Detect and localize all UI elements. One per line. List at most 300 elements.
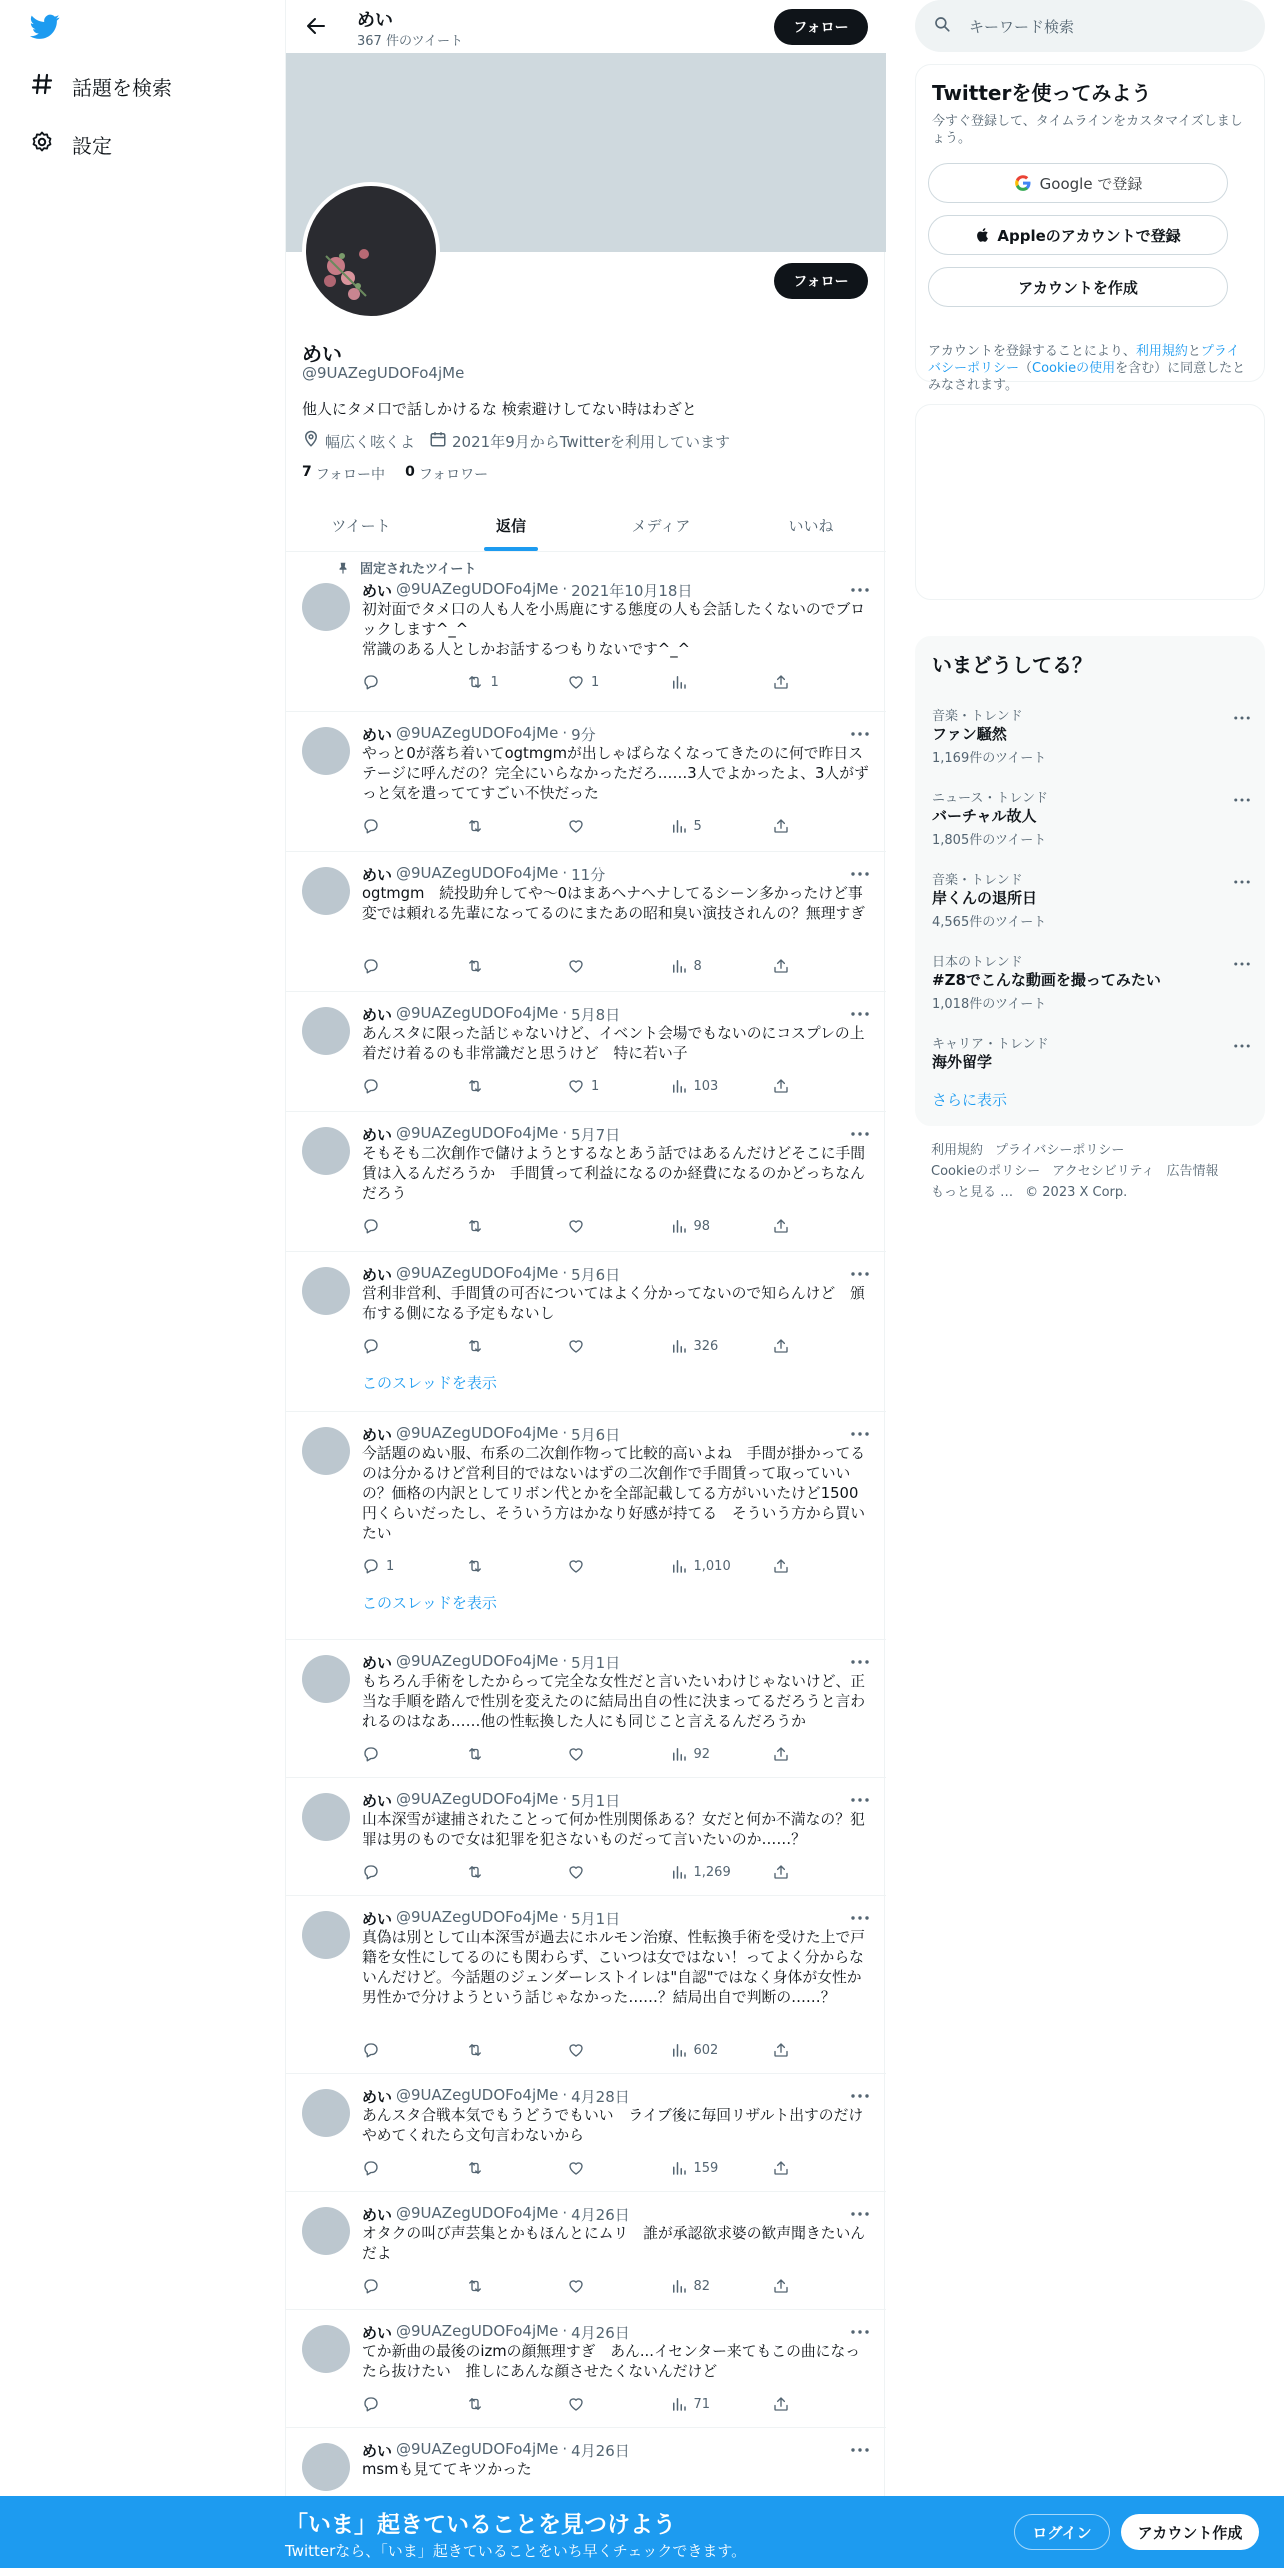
- share-button[interactable]: [772, 1076, 792, 1096]
- share-button[interactable]: [772, 816, 792, 836]
- footer-link[interactable]: もっと見る …: [931, 1185, 1014, 1200]
- tweet-header: [362, 1908, 620, 1929]
- like-count: 1: [591, 1078, 600, 1094]
- reply-icon: [362, 1557, 380, 1575]
- views-count: 326: [693, 1338, 719, 1354]
- more-options-icon[interactable]: [1234, 787, 1250, 806]
- gear-icon: [30, 130, 54, 158]
- tweet[interactable]: [286, 1252, 886, 1412]
- heart-icon: [567, 2041, 585, 2059]
- topbar-follow-button[interactable]: フォロー: [774, 9, 868, 45]
- tweet-actions: [362, 1076, 792, 1096]
- tweet-header: [362, 2322, 630, 2343]
- tweet-header: [362, 580, 692, 601]
- tweet-avatar[interactable]: [302, 727, 350, 775]
- share-icon: [772, 817, 790, 835]
- trend-title: バーチャル故人: [932, 807, 1037, 825]
- retweet-icon: [465, 1217, 485, 1235]
- tweet-author-name[interactable]: めい: [362, 2324, 393, 2342]
- like-button[interactable]: [567, 816, 653, 836]
- tweet-dot: ·: [562, 1790, 568, 1808]
- more-options-icon[interactable]: [1234, 869, 1250, 888]
- signup-terms: [928, 343, 1246, 394]
- reply-icon: [362, 957, 380, 975]
- followers-link[interactable]: [405, 464, 488, 484]
- tweet-actions: [362, 2276, 792, 2296]
- more-options-icon[interactable]: [850, 1790, 870, 1810]
- more-options-icon[interactable]: [1234, 705, 1250, 724]
- tab-media-label: メディア: [631, 517, 691, 535]
- retweet-button[interactable]: [465, 672, 551, 692]
- views-button[interactable]: [670, 672, 756, 692]
- tweet[interactable]: [286, 1112, 886, 1252]
- tweet-dot: ·: [562, 1908, 568, 1926]
- tweet-handle[interactable]: @9UAZegUDOFo4jMe: [396, 2322, 559, 2340]
- share-button[interactable]: [772, 1744, 792, 1764]
- retweet-count: 1: [490, 674, 499, 690]
- show-thread-link[interactable]: このスレッドを表示: [362, 1374, 497, 1392]
- share-icon: [772, 2041, 790, 2059]
- tweet-time[interactable]: 4月26日: [571, 2442, 630, 2460]
- retweet-icon: [465, 2395, 485, 2413]
- tweet-handle[interactable]: @9UAZegUDOFo4jMe: [396, 1652, 559, 1670]
- views-count: 92: [693, 1746, 711, 1762]
- tweet-handle[interactable]: @9UAZegUDOFo4jMe: [396, 2440, 559, 2458]
- tweet-author-name[interactable]: めい: [362, 1792, 393, 1810]
- tweet-text: オタクの叫び声芸集とかもほんとにムリ 誰が承認欲求婆の歓声聞きたいんだよ: [362, 2225, 866, 2262]
- tweet-author-name[interactable]: めい: [362, 726, 393, 744]
- tab-likes-label: いいね: [788, 517, 834, 535]
- tweet[interactable]: [286, 2192, 886, 2310]
- reply-button[interactable]: [362, 1556, 448, 1576]
- trend-count: 1,169件のツイート: [932, 751, 1047, 766]
- share-icon: [772, 2395, 790, 2413]
- search-input[interactable]: キーワード検索: [969, 17, 1075, 36]
- share-button[interactable]: [772, 2394, 792, 2414]
- tweet[interactable]: [286, 552, 886, 712]
- nav-explore[interactable]: [30, 66, 172, 106]
- search-bar[interactable]: [915, 0, 1265, 52]
- reply-button[interactable]: [362, 2276, 448, 2296]
- like-button[interactable]: [567, 2276, 653, 2296]
- footer-link[interactable]: プライバシーポリシー: [995, 1143, 1125, 1158]
- topbar-name: めい: [357, 10, 393, 31]
- tweet-text: もちろん手術をしたからって完全な女性だと言いたいわけじゃないけど、正当な手順を踏んで性別を変えたのに結局出自の性に決まってるだろうと言われるのはなあ……他の性転換した人にも同じこと言えるんだろうか: [362, 1673, 866, 1730]
- tweet[interactable]: [286, 1896, 886, 2074]
- more-options-icon[interactable]: [850, 2086, 870, 2106]
- tweet-avatar[interactable]: [302, 1655, 350, 1703]
- reply-button[interactable]: [362, 2158, 448, 2178]
- heart-icon: [567, 1077, 585, 1095]
- pinned-tweet-label: [336, 558, 476, 577]
- retweet-button[interactable]: [465, 956, 551, 976]
- profile-name: めい: [302, 342, 342, 366]
- followers-count: 0: [405, 464, 415, 480]
- trend-item[interactable]: [916, 693, 1266, 775]
- reply-icon: [362, 2277, 380, 2295]
- like-button[interactable]: [567, 956, 653, 976]
- share-button[interactable]: [772, 1336, 792, 1356]
- tweet-time[interactable]: 5月8日: [571, 1006, 621, 1024]
- more-options-icon[interactable]: [1234, 1033, 1250, 1052]
- tweet-time[interactable]: 5月1日: [571, 1654, 621, 1672]
- views-button[interactable]: [670, 2276, 756, 2296]
- terms-suffix: を含む）に同意したとみなされます。: [928, 361, 1246, 393]
- like-button[interactable]: [567, 1336, 653, 1356]
- retweet-icon: [465, 1557, 485, 1575]
- tweet-actions: [362, 1744, 792, 1764]
- like-button[interactable]: [567, 672, 653, 692]
- tweet-handle[interactable]: @9UAZegUDOFo4jMe: [396, 1004, 559, 1022]
- tweet-avatar[interactable]: [302, 2089, 350, 2137]
- tweet-author-name[interactable]: めい: [362, 1266, 393, 1284]
- trend-count: 4,565件のツイート: [932, 915, 1047, 930]
- nav-settings-label: 設定: [72, 133, 112, 158]
- tweet-time[interactable]: 5月1日: [571, 1792, 621, 1810]
- tweet-handle[interactable]: @9UAZegUDOFo4jMe: [396, 864, 559, 882]
- tweet-handle[interactable]: @9UAZegUDOFo4jMe: [396, 580, 559, 598]
- more-options-icon[interactable]: [850, 864, 870, 884]
- reply-button[interactable]: [362, 816, 448, 836]
- twitter-bird-icon[interactable]: [30, 14, 60, 42]
- trend-item[interactable]: [916, 775, 1266, 857]
- reply-button[interactable]: [362, 2394, 448, 2414]
- trends-card: [915, 636, 1265, 1126]
- reply-icon: [362, 2041, 380, 2059]
- views-button[interactable]: [670, 1744, 756, 1764]
- profile-follow-button[interactable]: フォロー: [774, 263, 868, 299]
- share-icon: [772, 957, 790, 975]
- share-button[interactable]: [772, 956, 792, 976]
- reply-icon: [362, 1745, 380, 1763]
- views-button[interactable]: [670, 1336, 756, 1356]
- retweet-button[interactable]: [465, 2276, 551, 2296]
- more-options-icon[interactable]: [850, 1652, 870, 1672]
- apple-signup-button[interactable]: [928, 215, 1228, 255]
- more-options-icon[interactable]: [850, 1908, 870, 1928]
- tweet-time[interactable]: 11分: [571, 866, 606, 884]
- cookie-link[interactable]: Cookieの使用: [1032, 361, 1116, 376]
- views-chart-icon: [670, 2395, 688, 2413]
- tweet-time[interactable]: 9分: [571, 726, 596, 744]
- reply-icon: [362, 1863, 380, 1881]
- tweet-handle[interactable]: @9UAZegUDOFo4jMe: [396, 1424, 559, 1442]
- terms-and: と: [1187, 344, 1201, 359]
- following-count: 7: [302, 464, 312, 480]
- retweet-button[interactable]: [465, 1556, 551, 1576]
- tweet-author-name[interactable]: めい: [362, 2442, 393, 2460]
- retweet-icon: [465, 2041, 485, 2059]
- tweet-text: msmも見ててキツかった: [362, 2461, 532, 2478]
- tweet[interactable]: [286, 992, 886, 1112]
- tweet-author-name[interactable]: めい: [362, 1910, 393, 1928]
- share-button[interactable]: [772, 1862, 792, 1882]
- tweet-avatar[interactable]: [302, 583, 350, 631]
- share-button[interactable]: [772, 1556, 792, 1576]
- views-button[interactable]: [670, 1556, 756, 1576]
- reply-button[interactable]: [362, 1336, 448, 1356]
- tweet-dot: ·: [562, 2322, 568, 2340]
- retweet-icon: [465, 1745, 485, 1763]
- show-thread-link[interactable]: このスレッドを表示: [362, 1594, 497, 1612]
- views-button[interactable]: [670, 956, 756, 976]
- more-options-icon[interactable]: [850, 1124, 870, 1144]
- retweet-button[interactable]: [465, 1744, 551, 1764]
- retweet-button[interactable]: [465, 2394, 551, 2414]
- tweet-author-name[interactable]: めい: [362, 2088, 393, 2106]
- tab-tweets-label: ツイート: [331, 517, 391, 535]
- terms-link[interactable]: 利用規約: [1135, 344, 1188, 359]
- views-chart-icon: [670, 2041, 688, 2059]
- share-icon: [772, 1557, 790, 1575]
- views-chart-icon: [670, 2277, 688, 2295]
- reply-button[interactable]: [362, 672, 448, 692]
- tweet-text: そもそも二次創作で儲けようとするなとあう話ではあるんだけどそこに手間賃は入るんだろうか 手間賃って利益になるのか経費になるのかどっちなんだろう: [362, 1145, 866, 1202]
- tweet-handle[interactable]: @9UAZegUDOFo4jMe: [396, 2086, 559, 2104]
- views-button[interactable]: [670, 1216, 756, 1236]
- profile-joined-text: 2021年9月からTwitterを利用しています: [452, 432, 731, 451]
- tweet-time[interactable]: 5月7日: [571, 1126, 621, 1144]
- reply-button[interactable]: [362, 1862, 448, 1882]
- signup-card: [915, 64, 1265, 393]
- tweet-dot: ·: [562, 1124, 568, 1142]
- share-icon: [772, 1745, 790, 1763]
- footer-link[interactable]: Cookieのポリシー: [931, 1164, 1041, 1179]
- views-button[interactable]: [670, 2394, 756, 2414]
- heart-icon: [567, 817, 585, 835]
- more-options-icon[interactable]: [850, 1424, 870, 1444]
- apple-signup-label: Appleのアカウントで登録: [997, 226, 1181, 245]
- tweet-author-name[interactable]: めい: [362, 1426, 393, 1444]
- tweet-text: 真偽は別として山本深雪が過去にホルモン治療、性転換手術を受けた上で戸籍を女性にしてるのにも関わらず、こいつは女ではない！ってよく分からないんだけど。今話題のジェンダーレストイレは"自認"ではなく身体が女性か男性かで分けようという話じゃなかった……？結局出自で判断の……？: [362, 1929, 866, 2006]
- tweet-header: [362, 1790, 620, 1811]
- heart-icon: [567, 673, 585, 691]
- create-account-button[interactable]: アカウントを作成: [928, 267, 1228, 307]
- trend-title: 海外留学: [932, 1053, 993, 1071]
- views-chart-icon: [670, 1863, 688, 1881]
- tweet-author-name[interactable]: めい: [362, 1006, 393, 1024]
- like-button[interactable]: [567, 1556, 653, 1576]
- reply-button[interactable]: [362, 956, 448, 976]
- tweet-time[interactable]: 5月1日: [571, 1910, 621, 1928]
- like-count: 1: [591, 674, 600, 690]
- followers-label: フォロワー: [418, 467, 489, 483]
- retweet-icon: [465, 817, 485, 835]
- tweet-header: [362, 724, 596, 745]
- heart-icon: [567, 2395, 585, 2413]
- tweet-handle[interactable]: @9UAZegUDOFo4jMe: [396, 1908, 559, 1926]
- share-button[interactable]: [772, 1216, 792, 1236]
- retweet-icon: [465, 1337, 485, 1355]
- share-button[interactable]: [772, 2158, 792, 2178]
- profile-location: [302, 430, 415, 452]
- views-button[interactable]: [670, 816, 756, 836]
- views-count: 8: [693, 958, 702, 974]
- like-button[interactable]: [567, 2158, 653, 2178]
- tweet-header: [362, 1124, 620, 1145]
- tweet[interactable]: [286, 1640, 886, 1778]
- tab-tweets[interactable]: [286, 500, 436, 551]
- footer-link[interactable]: アクセシビリティ: [1052, 1164, 1155, 1179]
- tweet-time[interactable]: 4月26日: [571, 2324, 630, 2342]
- following-link[interactable]: [302, 464, 385, 484]
- views-chart-icon: [670, 1745, 688, 1763]
- tweet-text: あんスタ合戦本気でもうどうでもいい ライブ後に毎回リザルト出すのだけやめてくれたら文句言わないから: [362, 2107, 864, 2144]
- tweet-avatar[interactable]: [302, 1911, 350, 1959]
- nav-settings[interactable]: [30, 124, 112, 164]
- tweet-time[interactable]: 2021年10月18日: [571, 582, 693, 600]
- privacy-link[interactable]: プライバシーポリシー: [928, 344, 1240, 376]
- trend-item[interactable]: [916, 939, 1266, 1021]
- footer-link[interactable]: 利用規約: [931, 1143, 984, 1158]
- more-options-icon[interactable]: [850, 1004, 870, 1024]
- tweet-avatar[interactable]: [302, 1007, 350, 1055]
- tweet-dot: ·: [562, 1652, 568, 1670]
- trends-title: いまどうしてる？: [932, 653, 1092, 677]
- retweet-button[interactable]: [465, 1076, 551, 1096]
- like-button[interactable]: [567, 1216, 653, 1236]
- tweet-time[interactable]: 4月26日: [571, 2206, 630, 2224]
- retweet-button[interactable]: [465, 1216, 551, 1236]
- views-button[interactable]: [670, 2158, 756, 2178]
- views-count: 159: [693, 2160, 719, 2176]
- retweet-button[interactable]: [465, 2158, 551, 2178]
- location-pin-icon: [302, 430, 325, 452]
- heart-icon: [567, 1557, 585, 1575]
- retweet-button[interactable]: [465, 2040, 551, 2060]
- more-options-icon[interactable]: [850, 2204, 870, 2224]
- tweet-time[interactable]: 4月28日: [571, 2088, 630, 2106]
- retweet-button[interactable]: [465, 1336, 551, 1356]
- retweet-button[interactable]: [465, 1862, 551, 1882]
- views-chart-icon: [670, 1557, 688, 1575]
- more-options-icon[interactable]: [850, 2440, 870, 2460]
- more-options-icon[interactable]: [850, 1264, 870, 1284]
- more-options-icon[interactable]: [850, 724, 870, 744]
- share-button[interactable]: [772, 2276, 792, 2296]
- tweet-time[interactable]: 5月6日: [571, 1266, 621, 1284]
- tweet-author-name[interactable]: めい: [362, 582, 393, 600]
- tweet[interactable]: [286, 852, 886, 992]
- pin-icon: [336, 561, 360, 575]
- more-options-icon[interactable]: [1234, 951, 1250, 970]
- tweet-avatar[interactable]: [302, 1127, 350, 1175]
- tweet-avatar[interactable]: [302, 1793, 350, 1841]
- reply-button[interactable]: [362, 2040, 448, 2060]
- reply-button[interactable]: [362, 1076, 448, 1096]
- tweet-header: [362, 1424, 620, 1445]
- google-signup-button[interactable]: [928, 163, 1228, 203]
- signup-button[interactable]: アカウント作成: [1121, 2514, 1259, 2550]
- tweet-avatar[interactable]: [302, 1267, 350, 1315]
- profile-handle: @9UAZegUDOFo4jMe: [302, 364, 465, 382]
- tweet-handle[interactable]: @9UAZegUDOFo4jMe: [396, 1124, 559, 1142]
- tweet[interactable]: [286, 1412, 886, 1640]
- retweet-button[interactable]: [465, 816, 551, 836]
- tweet[interactable]: [286, 712, 886, 852]
- tweet[interactable]: [286, 2310, 886, 2428]
- views-button[interactable]: [670, 2040, 756, 2060]
- tweet-time[interactable]: 5月6日: [571, 1426, 621, 1444]
- profile-bio: 他人にタメ口で話しかけるな 検索避けしてない時はわざと: [302, 400, 697, 418]
- trend-category: キャリア・トレンド: [932, 1037, 1049, 1052]
- retweet-icon: [465, 673, 485, 691]
- back-arrow-icon[interactable]: [304, 14, 328, 38]
- views-chart-icon: [670, 1077, 688, 1095]
- tweet-text: 今話題のぬい服、布系の二次創作物って比較的高いよね 手間が掛かってるのは分かるけど営利目的ではないはずの二次創作で手間賃って取っていいの？価格の内訳としてリボン代とかを全部記載してる方がいいたけど1500円くらいだったし、そういう方はかなり好感が持てる そういう方から買いたい: [362, 1445, 866, 1542]
- tweet-author-name[interactable]: めい: [362, 1126, 393, 1144]
- tweet-avatar[interactable]: [302, 2443, 350, 2491]
- views-count: 82: [693, 2278, 711, 2294]
- tweet-author-name[interactable]: めい: [362, 2206, 393, 2224]
- views-count: 5: [693, 818, 702, 834]
- more-options-icon[interactable]: [850, 580, 870, 600]
- share-button[interactable]: [772, 672, 792, 692]
- reply-button[interactable]: [362, 1744, 448, 1764]
- reply-icon: [362, 1217, 380, 1235]
- share-button[interactable]: [772, 2040, 792, 2060]
- trend-item[interactable]: [916, 857, 1266, 939]
- heart-icon: [567, 2159, 585, 2177]
- footer-link: © 2023 X Corp.: [1025, 1185, 1128, 1200]
- more-options-icon[interactable]: [850, 2322, 870, 2342]
- tweet-handle[interactable]: @9UAZegUDOFo4jMe: [396, 724, 559, 742]
- like-button[interactable]: [567, 2394, 653, 2414]
- views-count: 103: [693, 1078, 719, 1094]
- share-icon: [772, 1863, 790, 1881]
- tweet-actions: [362, 1862, 792, 1882]
- like-button[interactable]: [567, 1862, 653, 1882]
- tweet-actions: [362, 2040, 792, 2060]
- bottom-signup-bar: [0, 2496, 1284, 2568]
- views-button[interactable]: [670, 1862, 756, 1882]
- tweet-text: 山本深雪が逮捕されたことって何か性別関係ある？女だと何か不満なの？犯罪は男のもので女は犯罪を犯さないものだって言いたいのか……？: [362, 1811, 865, 1848]
- share-icon: [772, 1337, 790, 1355]
- profile-joined: [429, 430, 730, 452]
- tweet-avatar[interactable]: [302, 1427, 350, 1475]
- profile-avatar[interactable]: [302, 182, 440, 320]
- like-button[interactable]: [567, 1744, 653, 1764]
- tweet[interactable]: [286, 2074, 886, 2192]
- tweet-actions: [362, 1556, 792, 1576]
- tab-media[interactable]: [586, 500, 736, 551]
- tweet-avatar[interactable]: [302, 2207, 350, 2255]
- like-button[interactable]: [567, 1076, 653, 1096]
- sidebar-footer: [931, 1140, 1261, 1203]
- tweet-avatar[interactable]: [302, 2325, 350, 2373]
- reply-icon: [362, 1337, 380, 1355]
- retweet-icon: [465, 1077, 485, 1095]
- tweet-handle[interactable]: @9UAZegUDOFo4jMe: [396, 1264, 559, 1282]
- footer-link[interactable]: 広告情報: [1166, 1164, 1219, 1179]
- tweet-handle[interactable]: @9UAZegUDOFo4jMe: [396, 2204, 559, 2222]
- login-button[interactable]: ログイン: [1014, 2514, 1110, 2550]
- trends-show-more[interactable]: さらに表示: [932, 1091, 1008, 1109]
- like-button[interactable]: [567, 2040, 653, 2060]
- tab-replies[interactable]: [436, 500, 586, 551]
- tweet-header: [362, 2204, 630, 2225]
- tweet-author-name[interactable]: めい: [362, 1654, 393, 1672]
- tab-likes[interactable]: [736, 500, 886, 551]
- tweet-avatar[interactable]: [302, 867, 350, 915]
- search-icon: [933, 15, 951, 37]
- tweet[interactable]: [286, 1778, 886, 1896]
- reply-button[interactable]: [362, 1216, 448, 1236]
- tweet-author-name[interactable]: めい: [362, 866, 393, 884]
- views-button[interactable]: [670, 1076, 756, 1096]
- views-count: 1,269: [693, 1864, 731, 1880]
- tweet-handle[interactable]: @9UAZegUDOFo4jMe: [396, 1790, 559, 1808]
